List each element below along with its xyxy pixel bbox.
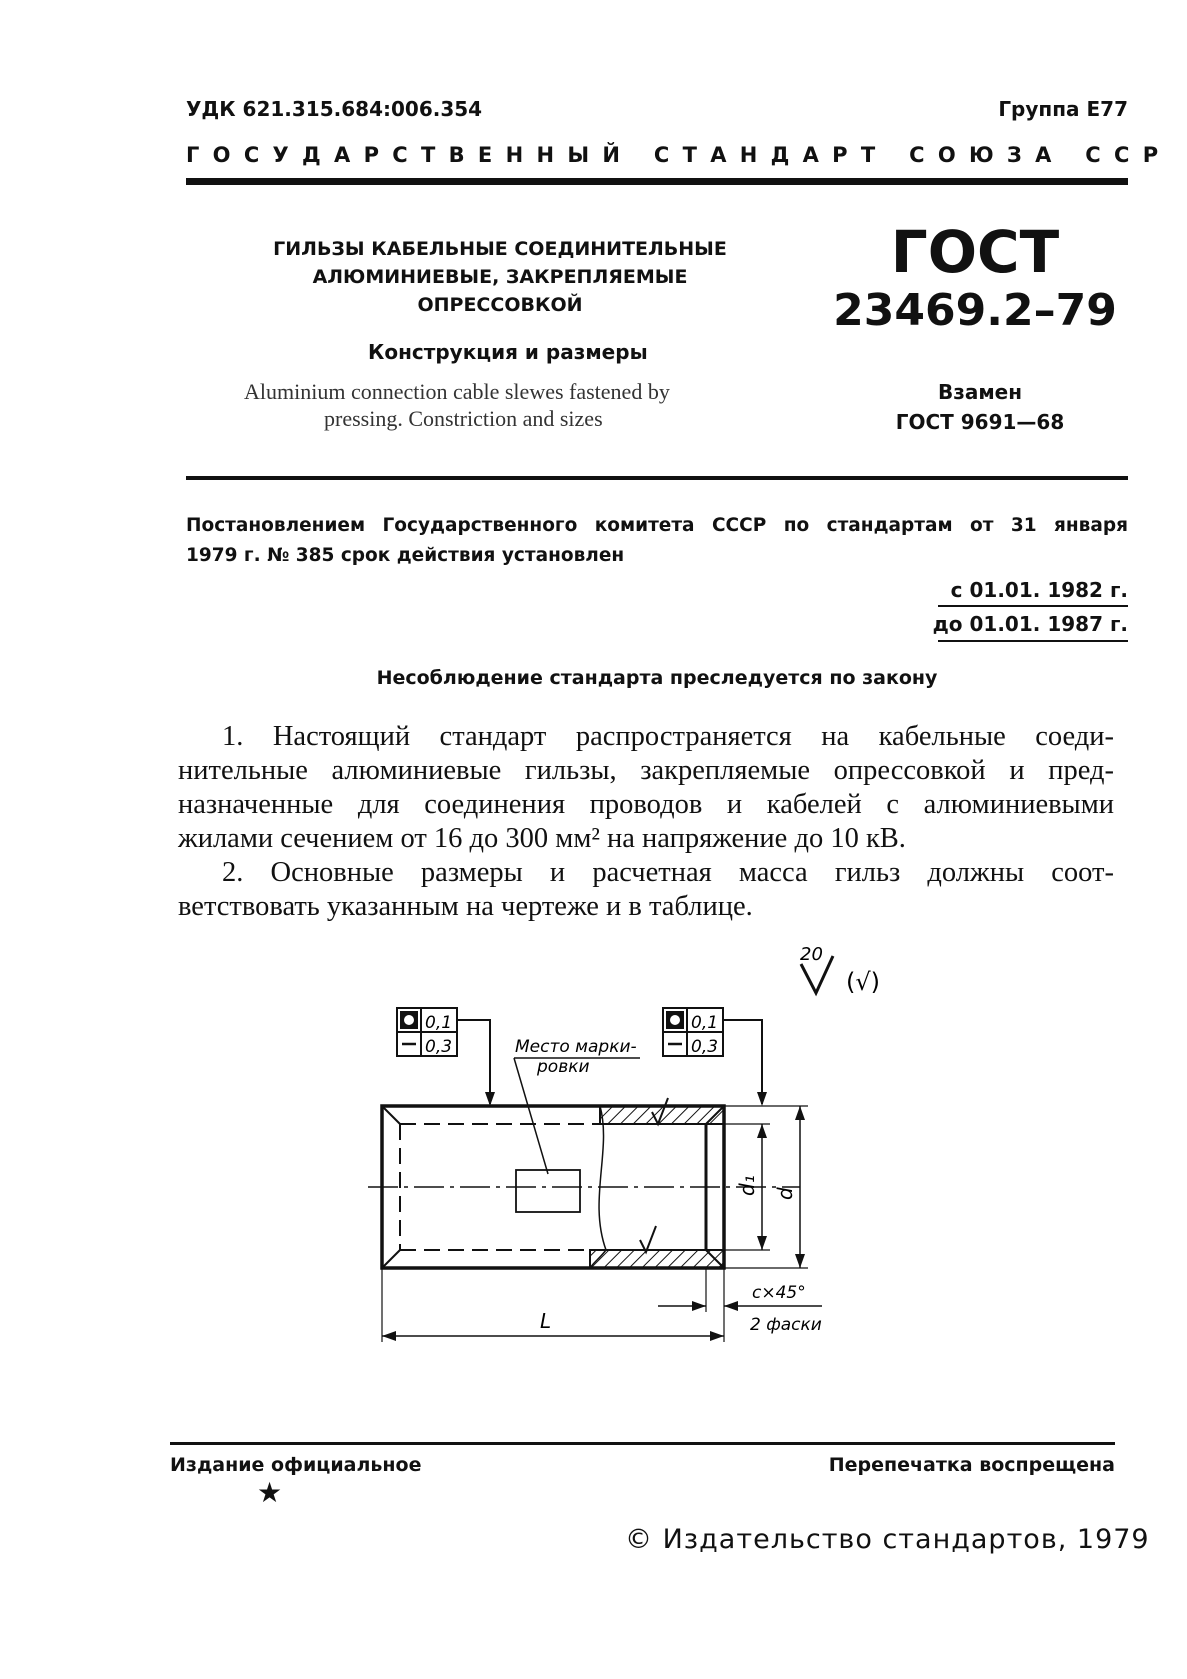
paragraph-2-line-2: ветствовать указанным на чертеже и в таблице.	[178, 891, 753, 922]
gost-number: 23469.2–79	[833, 285, 1117, 336]
chamfer-label-line-1: c×45°	[752, 1283, 806, 1303]
roughness-value: 20	[800, 944, 823, 965]
replaces-standard: ГОСТ 9691—68	[895, 410, 1065, 434]
cylindricity-icon	[400, 1011, 418, 1029]
tol-left-arrow	[485, 1092, 495, 1106]
paragraph-1-line-4: жилами сечением от 16 до 300 мм² на напряжение до 10 кВ.	[178, 823, 906, 854]
title-subtitle: Конструкция и размеры	[368, 340, 648, 364]
roughness-extra: (√)	[846, 968, 881, 996]
cylindricity-icon	[666, 1011, 684, 1029]
dim-d1-label: d₁	[735, 1175, 759, 1196]
state-standard-banner: ГОСУДАРСТВЕННЫЙ СТАНДАРТ СОЮЗА ССР	[186, 143, 1172, 167]
group-code: Группа Е77	[998, 97, 1128, 121]
paragraph-1-line-1: 1. Настоящий стандарт распространяется на кабельные соеди-	[222, 721, 1114, 752]
section-hatch-bottom	[590, 1250, 724, 1268]
edition-official: Издание официальное	[170, 1454, 422, 1476]
decree-line-1: Постановлением Государственного комитета СССР по стандартам от 31 января	[186, 515, 1128, 536]
valid-from: с 01.01. 1982 г.	[950, 578, 1128, 602]
marking-label-line-1: Место марки-	[515, 1037, 637, 1057]
replaces-label: Взамен	[937, 380, 1023, 404]
dim-L-label: L	[540, 1309, 552, 1333]
tolerance-frame-right	[663, 1008, 723, 1057]
surface-mark-icon	[640, 1226, 656, 1252]
star-icon: ★	[257, 1476, 283, 1509]
paragraph-1-line-2: нительные алюминиевые гильзы, закрепляемые опрессовкой и пред-	[178, 755, 1114, 786]
tol-left-str-value: 0,3	[425, 1037, 453, 1057]
title-en-line-1: Aluminium connection cable slewes fastened by	[244, 379, 670, 404]
tolerance-frame-left	[397, 1008, 457, 1057]
gost-label: ГОСТ	[890, 218, 1060, 286]
tol-right-arrow	[757, 1092, 767, 1106]
title-en-line-2: pressing. Constriction and sizes	[324, 406, 603, 431]
marking-label-line-2: ровки	[537, 1057, 590, 1077]
paragraph-2-line-1: 2. Основные размеры и расчетная масса гильз должны соот-	[222, 857, 1114, 888]
decree-line-2: 1979 г. № 385 срок действия установлен	[186, 545, 625, 566]
chamfer-label-line-2: 2 фаски	[750, 1315, 822, 1335]
tol-left-cyl-value: 0,1	[425, 1013, 453, 1033]
tol-left-leader	[457, 1020, 490, 1104]
title-ru-line-1: ГИЛЬЗЫ КАБЕЛЬНЫЕ СОЕДИНИТЕЛЬНЫЕ	[273, 238, 727, 260]
reprint-prohibited: Перепечатка воспрещена	[828, 1454, 1115, 1476]
tol-right-cyl-value: 0,1	[691, 1013, 719, 1033]
footer-rule	[170, 1442, 1115, 1445]
title-ru-line-2: АЛЮМИНИЕВЫЕ, ЗАКРЕПЛЯЕМЫЕ	[312, 266, 688, 288]
valid-to: до 01.01. 1987 г.	[932, 612, 1128, 636]
udk-code: УДК 621.315.684:006.354	[186, 97, 483, 121]
tol-right-str-value: 0,3	[691, 1037, 719, 1057]
marking-area	[516, 1170, 580, 1212]
compliance-warning: Несоблюдение стандарта преследуется по закону	[376, 667, 938, 689]
dim-d-label: d	[773, 1187, 797, 1200]
paragraph-1-line-3: назначенные для соединения проводов и кабелей с алюминиевыми	[178, 789, 1114, 820]
title-ru-line-3: ОПРЕССОВКОЙ	[417, 294, 583, 316]
tol-right-leader	[723, 1020, 762, 1104]
publisher-copyright: © Издательство стандартов, 1979	[625, 1524, 1150, 1555]
